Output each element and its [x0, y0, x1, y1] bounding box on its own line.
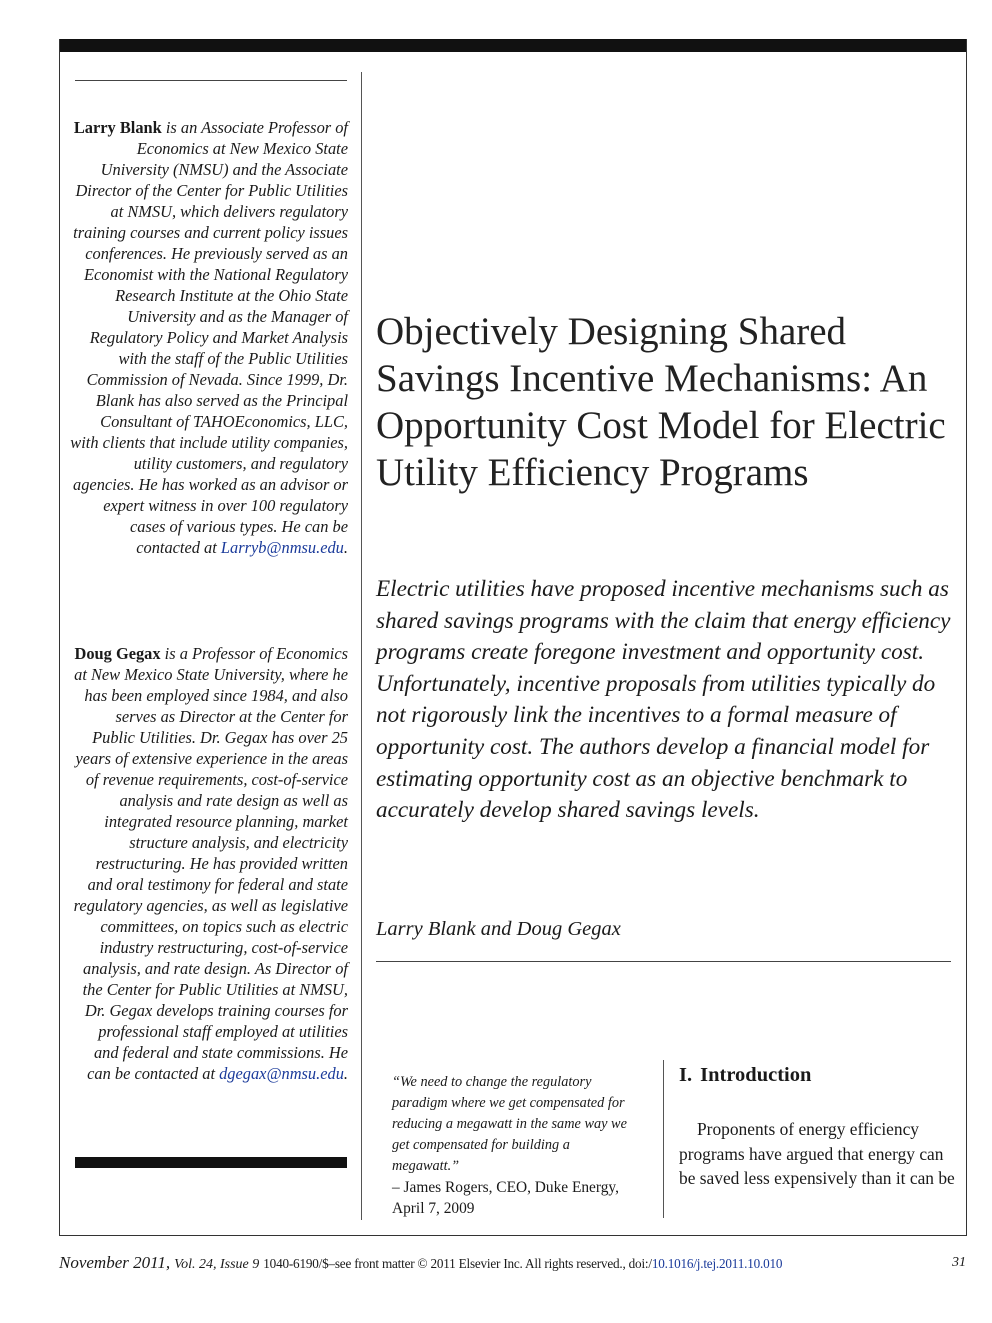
intro-paragraph: Proponents of energy efficiency programs have argued that energy can be saved less expensively than it can be: [679, 1119, 955, 1189]
bio-end: .: [343, 1064, 348, 1084]
bio-text: is a Professor of Economics at New Mexico State University, where he has been employed since 1984, and also serves as Director at the Center for Public Utilities. Dr. Gegax has over 25 years of extensive experience in the areas of revenue requirements, cost-of-service analysis and rate design as well as integrated resource planning, market structure analysis, and electricity restructuring. He has provided written and oral testimony for federal and state regulatory agencies, as well as legislative committees, on topics such as electric industry restructuring, cost-of-service analysis, and rate design. As Director of the Center for Public Utilities at NMSU, Dr. Gegax develops training courses for professional staff employed at utilities and federal and state commissions. He can be contacted at: [73, 644, 348, 1084]
bio-top-rule: [75, 80, 347, 81]
footer-rights: 1040-6190/$–see front matter © 2011 Elsevier Inc. All rights reserved., doi:/: [263, 1256, 652, 1271]
pull-quote: [392, 1072, 638, 1219]
section-number: I.: [679, 1064, 693, 1086]
authors-rule: [376, 961, 951, 962]
article-authors: Larry Blank and Doug Gegax: [376, 918, 621, 940]
page-number: 31: [952, 1255, 966, 1270]
footer-date: November 2011,: [59, 1253, 171, 1272]
quote-attribution: – James Rogers, CEO, Duke Energy, April 7, 2009: [392, 1179, 619, 1217]
bio-bottom-rule: [75, 1157, 347, 1168]
bio-name: Larry Blank: [73, 118, 162, 138]
column-divider: [361, 72, 362, 1220]
page-footer: [59, 1253, 967, 1277]
bio-end: .: [343, 538, 348, 558]
article-abstract: Electric utilities have proposed incentive mechanisms such as shared savings programs with the claim that energy efficiency programs create foregone investment and opportunity cost. Unfortunately, incentive proposals from utilities typically do not rigorously link the incentives to a formal measure of opportunity cost. The authors develop a financial model for estimating opportunity cost as an objective benchmark to accurately develop shared savings levels.: [376, 576, 951, 824]
quote-divider: [663, 1060, 664, 1218]
article-title: Objectively Designing Shared Savings Incentive Mechanisms: An Opportunity Cost Model for Electric Utility Efficiency Programs: [376, 310, 946, 494]
doi-link[interactable]: 10.1016/j.tej.2011.10.010: [651, 1256, 783, 1271]
footer-volume: Vol. 24, Issue 9: [174, 1257, 260, 1272]
section-heading: [679, 1064, 811, 1087]
bio-name: Doug Gegax: [74, 644, 161, 664]
quote-text: “We need to change the regulatory paradigm where we get compensated for reducing a megawatt in the same way we get compensated for building a megawatt.”: [392, 1074, 627, 1174]
author-bio-doug-gegax: [70, 643, 348, 1084]
bio-text: is an Associate Professor of Economics at New Mexico State University (NMSU) and the Associate Director of the Center for Public Utilities at NMSU, which delivers regulatory training courses and current policy issues conferences. He previously served as an Economist with the National Regulatory Research Institute at the Ohio State University and as the Manager of Regulatory Policy and Market Analysis with the staff of the Public Utilities Commission of Nevada. Since 1999, Dr. Blank has also served as the Principal Consultant of TAHOEconomics, LLC, with clients that include utility companies, utility customers, and regulatory agencies. He has worked as an advisor or expert witness in over 100 regulatory cases of various types. He can be contacted at: [70, 118, 348, 558]
author-bio-larry-blank: [70, 117, 348, 558]
section-title: Introduction: [700, 1064, 812, 1086]
email-link[interactable]: Larryb@nmsu.edu: [220, 538, 344, 558]
email-link[interactable]: dgegax@nmsu.edu: [219, 1064, 344, 1084]
